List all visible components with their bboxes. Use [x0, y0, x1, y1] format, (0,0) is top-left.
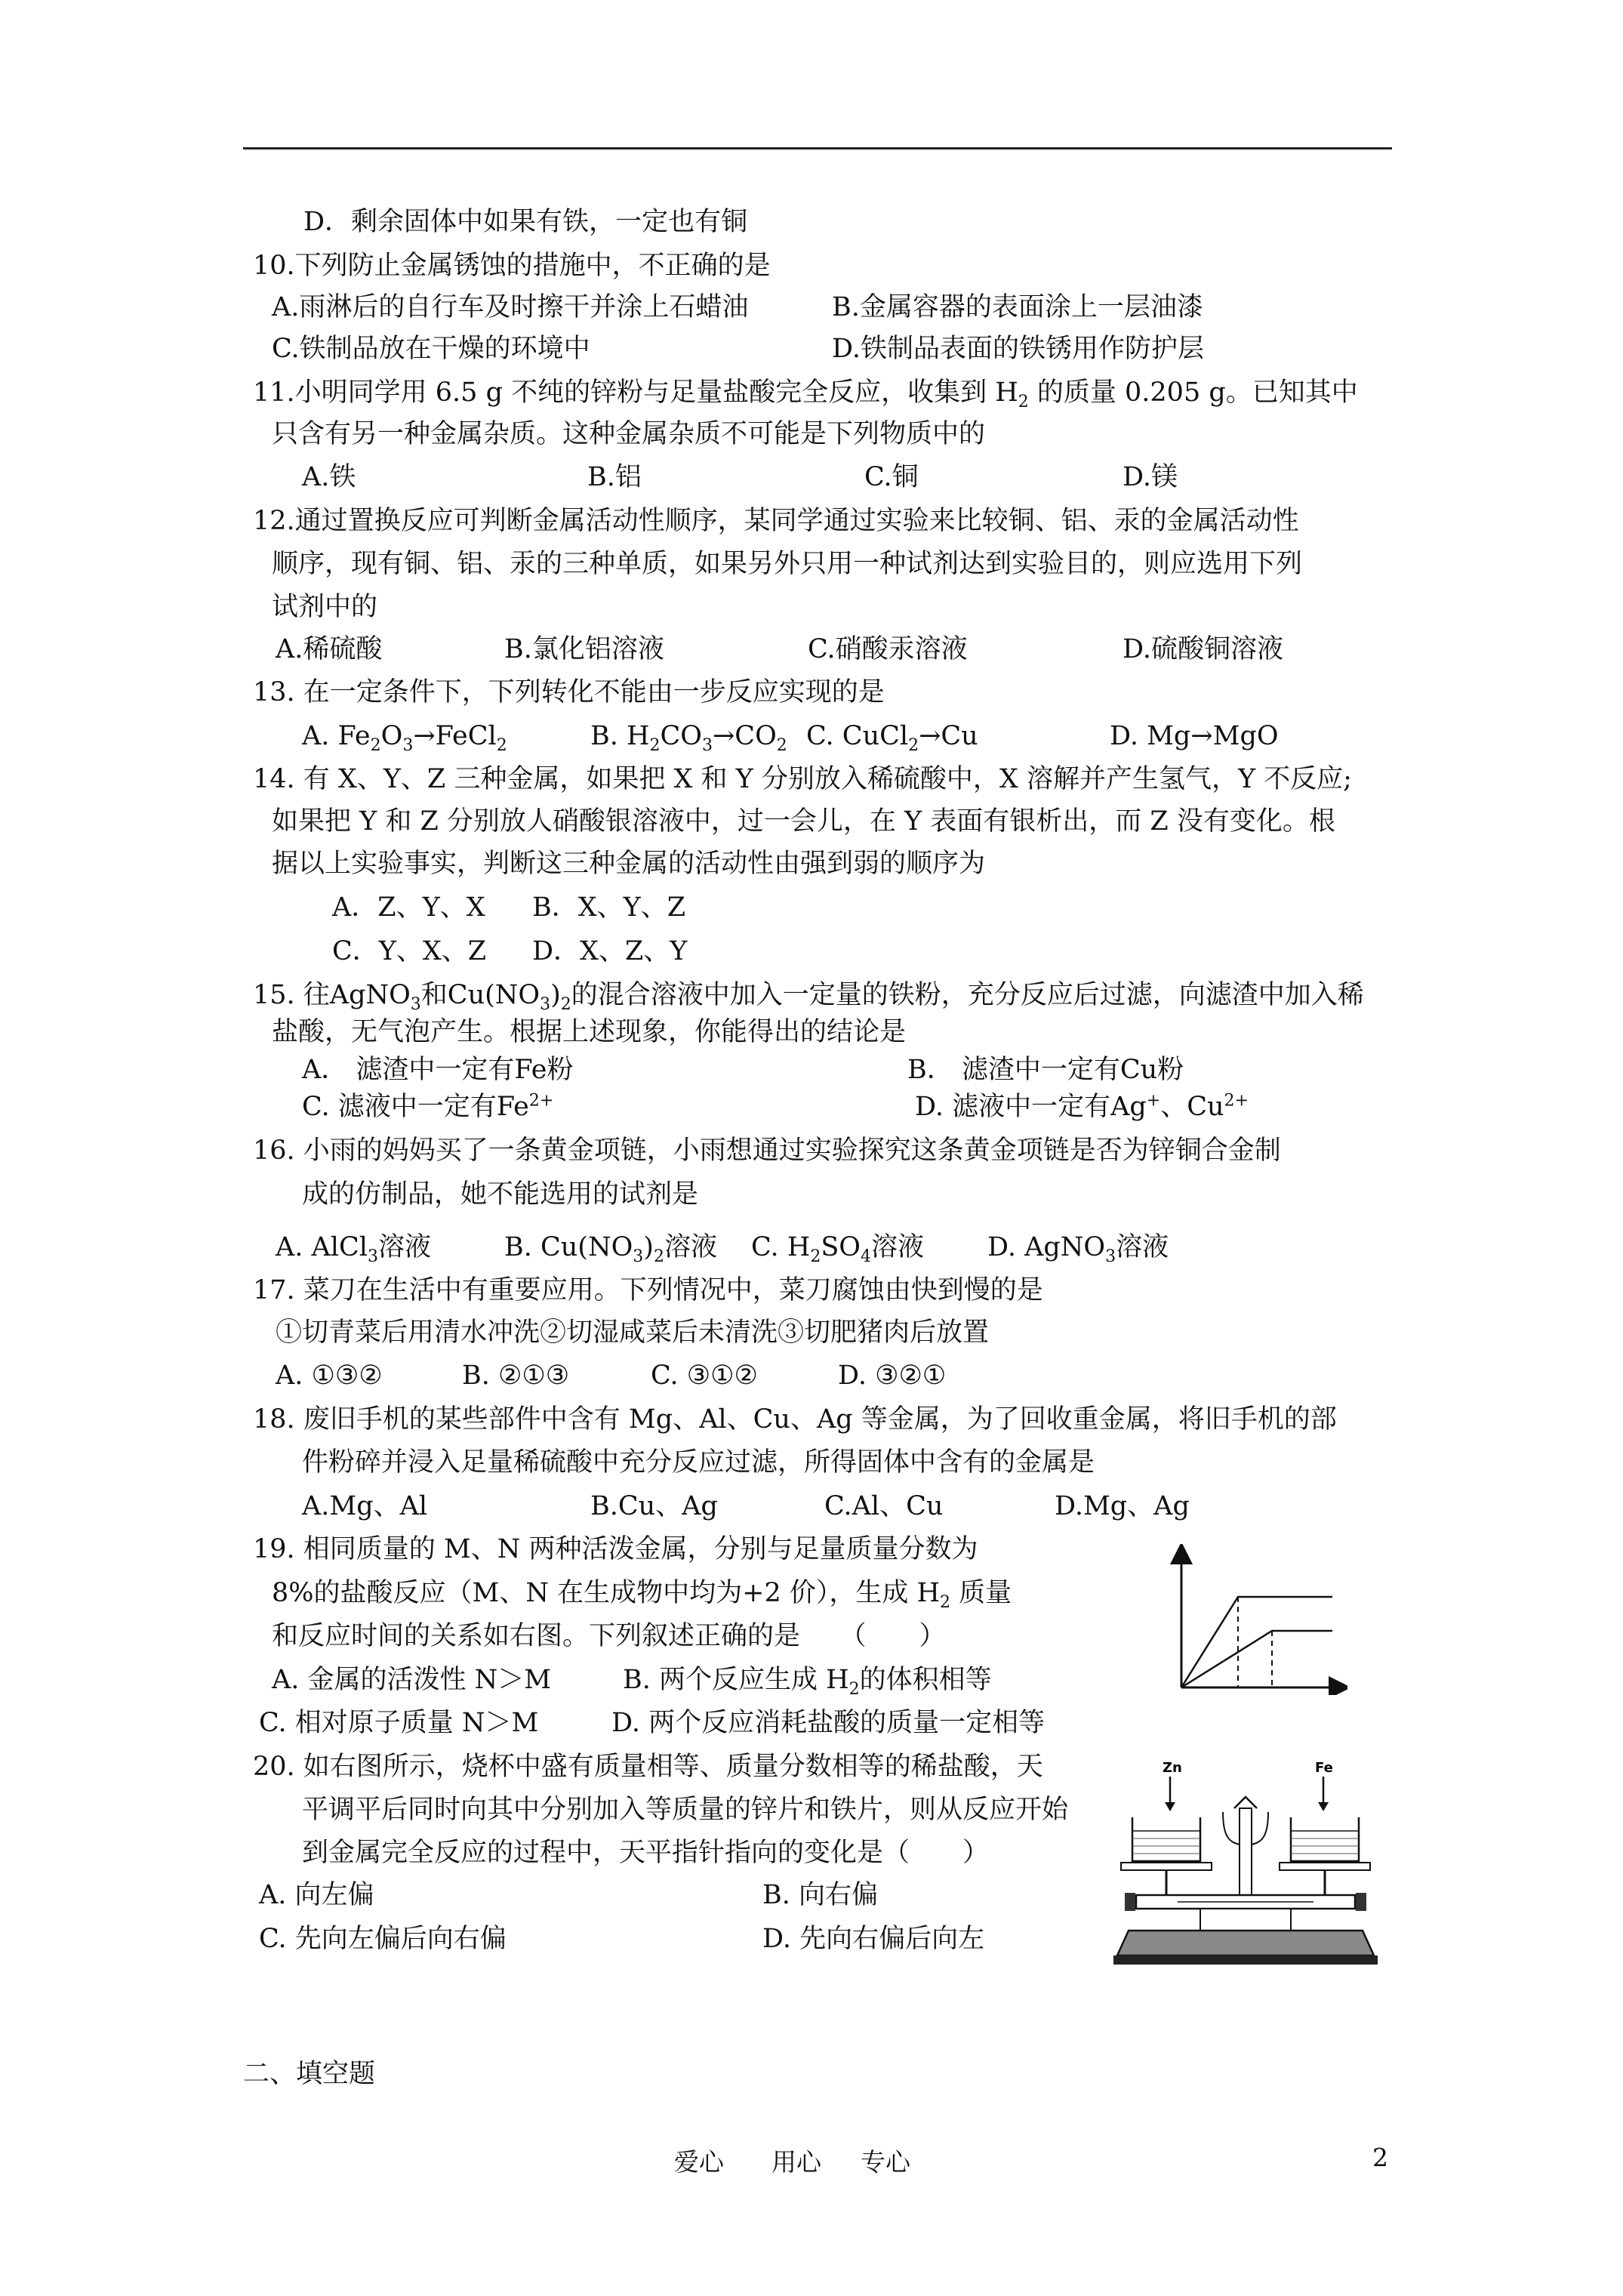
q11-option-d: D.镁: [1123, 462, 1178, 492]
q18-stem-2: 件粉碎并浸入足量稀硫酸中充分反应过滤，所得固体中含有的金属是: [302, 1447, 1095, 1478]
zn-label: Zn: [1163, 1760, 1182, 1776]
q10-option-a: A.雨淋后的自行车及时擦干并涂上石蜡油: [272, 292, 749, 322]
q14-stem-3: 据以上实验事实，判断这三种金属的活动性由强到弱的顺序为: [272, 849, 986, 879]
q18-option-d: D.Mg、Ag: [1055, 1491, 1190, 1521]
q19-stem-1: 19. 相同质量的 M、N 两种活泼金属，分别与足量质量分数为: [253, 1534, 978, 1564]
q16-option-c: C. $H_2SO_4$溶液: [751, 1232, 924, 1266]
q11-stem-1: 11.小明同学用 6.5 g 不纯的锌粉与足量盐酸完全反应，收集到 $H_2$ 的质量 0.205 g。已知其中: [253, 378, 1358, 411]
q13-option-d: D. Mg→MgO: [1110, 721, 1279, 751]
q20-option-a: A. 向左偏: [259, 1880, 374, 1910]
fe-label: Fe: [1315, 1760, 1333, 1776]
section-2-title: 二、填空题: [243, 2059, 376, 2089]
q17-option-d: D. ③②①: [838, 1361, 947, 1391]
q20-option-b: B. 向右偏: [762, 1880, 878, 1910]
q20-balance-figure: [1110, 1755, 1397, 1982]
footer-text-1: 爱心: [674, 2147, 724, 2177]
q15-option-d: D. 滤液中一定有Ag+、$Cu^{2+}$: [915, 1091, 1249, 1122]
q15-option-b: B． 滤渣中一定有Cu粉: [907, 1055, 1184, 1085]
q12-option-d: D.硫酸铜溶液: [1123, 634, 1283, 664]
q18-option-a: A.Mg、Al: [302, 1491, 428, 1521]
q12-option-c: C.硝酸汞溶液: [808, 634, 968, 664]
q16-option-d: D. AgNO$_3$溶液: [987, 1232, 1169, 1266]
q16-stem-1: 16. 小雨的妈妈买了一条黄金项链，小雨想通过实验探究这条黄金项链是否为锌铜合金制: [253, 1136, 1281, 1166]
q14-option-b: B．X、Y、Z: [532, 892, 686, 923]
q12-stem-2: 顺序，现有铜、铝、汞的三种单质，如果另外只用一种试剂达到实验目的，则应选用下列: [272, 549, 1303, 579]
page-number: 2: [1372, 2143, 1388, 2172]
q10-stem: 10.下列防止金属锈蚀的措施中，不正确的是: [253, 251, 771, 281]
q18-stem-1: 18. 废旧手机的某些部件中含有 Mg、Al、Cu、Ag 等金属，为了回收重金属，将旧手机的部: [253, 1404, 1337, 1435]
q18-option-b: B.Cu、Ag: [590, 1491, 718, 1521]
q19-graph-figure: [1166, 1544, 1347, 1695]
q17-option-c: C. ③①②: [651, 1361, 758, 1391]
q13-option-a: A. $Fe_2O_3\to FeCl_2$: [302, 721, 507, 755]
q20-option-d: D. 先向右偏后向左: [762, 1924, 985, 1954]
q12-stem-1: 12.通过置换反应可判断金属活动性顺序，某同学通过实验来比较铜、铝、汞的金属活动性: [253, 506, 1299, 536]
q17-stem-2: ①切青菜后用清水冲洗②切湿咸菜后未清洗③切肥猪肉后放置: [276, 1318, 990, 1348]
graph-line-lower: [1181, 1631, 1332, 1687]
q12-stem-3: 试剂中的: [272, 592, 378, 622]
q11-stem-2: 只含有另一种金属杂质。这种金属杂质不可能是下列物质中的: [272, 419, 986, 449]
q11-option-b: B.铝: [587, 462, 642, 492]
header-rule: [243, 147, 1392, 149]
q13-option-b: B. $H_2CO_3\to CO_2$: [590, 721, 787, 755]
q17-option-b: B. ②①③: [462, 1361, 570, 1391]
q12-option-b: B.氯化铝溶液: [504, 634, 664, 664]
q10-option-d: D.铁制品表面的铁锈用作防护层: [832, 334, 1204, 364]
balance-base: [1117, 1931, 1374, 1955]
right-beaker: [1291, 1817, 1359, 1861]
q19-option-d: D. 两个反应消耗盐酸的质量一定相等: [611, 1708, 1046, 1738]
q14-option-d: D．X、Z、Y: [532, 936, 688, 966]
q16-option-a: A. AlCl$_3$溶液: [276, 1232, 431, 1266]
footer-text-2: 用心: [771, 2147, 821, 2177]
q16-option-b: B. $Cu(NO_3)_2$溶液: [504, 1232, 717, 1266]
q18-option-c: C.Al、Cu: [824, 1491, 944, 1521]
q14-option-a: A．Z、Y、X: [332, 892, 485, 923]
q17-stem-1: 17. 菜刀在生活中有重要应用。下列情况中，菜刀腐蚀由快到慢的是: [253, 1275, 1043, 1305]
q15-option-c: C. 滤液中一定有$Fe^{2+}$: [302, 1091, 554, 1122]
q19-option-c: C. 相对原子质量 N＞M: [259, 1708, 539, 1738]
q14-option-c: C．Y、X、Z: [332, 936, 487, 966]
q20-option-c: C. 先向左偏后向右偏: [259, 1924, 507, 1954]
q19-option-a: A. 金属的活泼性 N＞M: [272, 1665, 552, 1695]
q10-option-c: C.铁制品放在干燥的环境中: [272, 334, 590, 364]
q15-option-a: A． 滤渣中一定有Fe粉: [302, 1055, 574, 1085]
q10-option-b: B.金属容器的表面涂上一层油漆: [832, 292, 1203, 322]
q20-stem-1: 20. 如右图所示，烧杯中盛有质量相等、质量分数相等的稀盐酸，天: [253, 1752, 1043, 1782]
q11-option-c: C.铜: [864, 462, 919, 492]
q20-stem-3: 到金属完全反应的过程中，天平指针指向的变化是（ ）: [302, 1838, 990, 1868]
q20-stem-2: 平调平后同时向其中分别加入等质量的锌片和铁片，则从反应开始: [302, 1795, 1069, 1825]
footer-text-3: 专心: [861, 2147, 910, 2177]
left-beaker: [1132, 1817, 1200, 1861]
q16-stem-2: 成的仿制品，她不能选用的试剂是: [302, 1179, 699, 1210]
q14-stem-2: 如果把 Y 和 Z 分别放人硝酸银溶液中，过一会儿，在 Y 表面有银析出，而 Z 没有变化。根: [272, 806, 1335, 837]
q15-stem-1: 15. 往AgNO$_3$和$Cu(NO_3)_2$的混合溶液中加入一定量的铁粉，充分反应后过滤，向滤渣中加入稀: [253, 980, 1364, 1014]
q15-stem-2: 盐酸，无气泡产生。根据上述现象，你能得出的结论是: [272, 1017, 907, 1047]
q19-stem-3: 和反应时间的关系如右图。下列叙述正确的是 （ ）: [272, 1621, 946, 1651]
q13-stem: 13. 在一定条件下，下列转化不能由一步反应实现的是: [253, 677, 885, 707]
q17-option-a: A. ①③②: [276, 1361, 383, 1391]
q12-option-a: A.稀硫酸: [276, 634, 383, 664]
q9-option-d: D．剩余固体中如果有铁，一定也有铜: [303, 207, 748, 237]
q13-option-c: C. CuCl$_2$→Cu: [806, 721, 978, 755]
q19-option-b: B. 两个反应生成 $H_2$的体积相等: [623, 1665, 992, 1699]
q14-stem-1: 14. 有 X、Y、Z 三种金属，如果把 X 和 Y 分别放入稀硫酸中，X 溶解并产生氢气，Y 不反应;: [253, 764, 1352, 794]
q19-stem-2: 8%的盐酸反应（M、N 在生成物中均为+2 价），生成 $H_2$ 质量: [272, 1578, 1012, 1612]
q11-option-a: A.铁: [302, 462, 356, 492]
